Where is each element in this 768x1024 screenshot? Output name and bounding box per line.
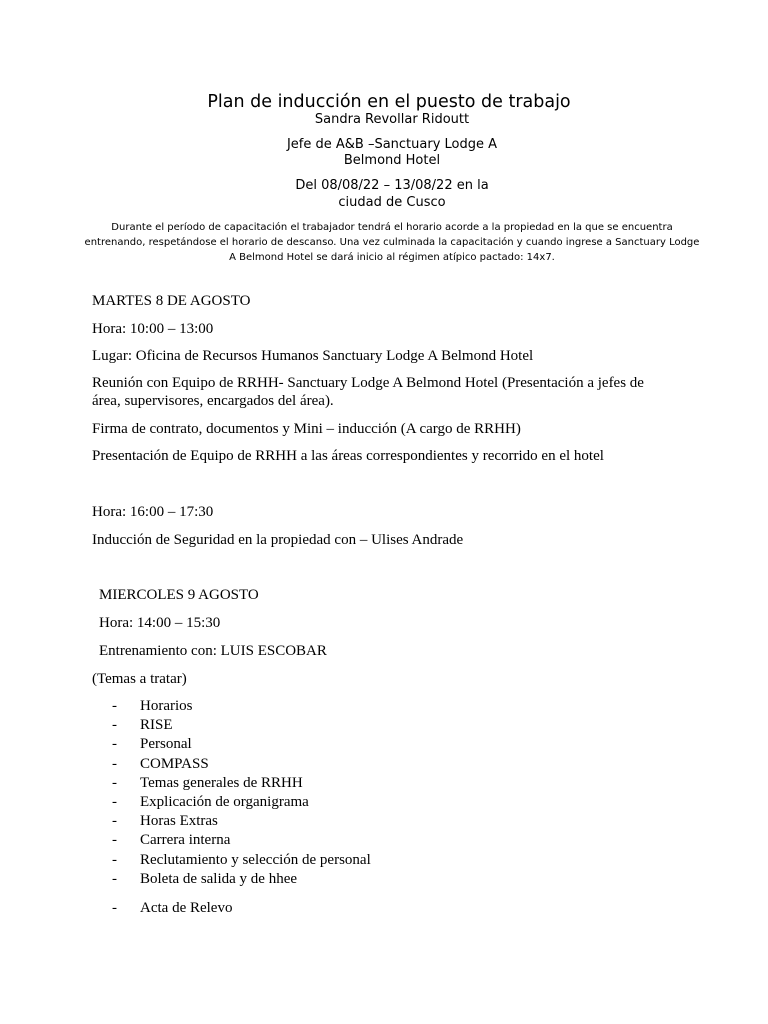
date-range-line-2: ciudad de Cusco (338, 195, 446, 210)
author-name: Sandra Revollar Ridoutt (314, 112, 470, 127)
list-item (112, 755, 371, 774)
list-item (112, 812, 371, 831)
list-item (112, 900, 232, 917)
list-item (112, 870, 371, 889)
tuesday-heading: MARTES 8 DE AGOSTO (92, 293, 251, 309)
list-item-label: Boleta de salida y de hhee (140, 870, 298, 887)
list-item (112, 716, 371, 735)
bullet-dash: - (112, 832, 117, 849)
list-item-label: Personal (140, 736, 192, 753)
bullet-dash: - (112, 736, 117, 753)
tuesday-time-1: Hora: 10:00 – 13:00 (92, 321, 214, 337)
bullet-dash: - (112, 774, 117, 791)
bullet-dash: - (112, 717, 117, 734)
list-item (112, 735, 371, 754)
list-item-label: COMPASS (140, 755, 209, 772)
tuesday-place: Lugar: Oficina de Recursos Humanos Sanctuary Lodge A Belmond Hotel (92, 348, 534, 364)
tuesday-meeting: Reunión con Equipo de RRHH- Sanctuary Lodge A Belmond Hotel (Presentación a jefes de área, supervisores, encargados del área). (92, 375, 644, 409)
bullet-dash: - (112, 755, 117, 772)
tuesday-contract: Firma de contrato, documentos y Mini – inducción (A cargo de RRHH) (92, 421, 521, 437)
author-role-line-1: Jefe de A&B –Sanctuary Lodge A (286, 137, 498, 152)
list-item (112, 774, 371, 793)
bullet-dash: - (112, 793, 117, 810)
list-item-label: Temas generales de RRHH (140, 774, 303, 791)
tuesday-presentation: Presentación de Equipo de RRHH a las áreas correspondientes y recorrido en el hotel (92, 448, 604, 464)
list-item-label: RISE (140, 717, 173, 734)
bullet-dash: - (112, 698, 117, 714)
topics-list (112, 697, 371, 889)
list-item-label: Carrera interna (140, 832, 231, 849)
list-item-label: Reclutamiento y selección de personal (140, 851, 371, 868)
list-item (112, 793, 371, 812)
document-title: Plan de inducción en el puesto de trabajo (207, 92, 571, 112)
intro-paragraph: Durante el período de capacitación el trabajador tendrá el horario acorde a la propiedad en la que se encuentra entrenando, respetándose el horario de descanso. Una vez culminada la capacitación y cuando ingrese a Sanctuary Lodge A Belmond Hotel se dará inicio al régimen atípico pactado: 14x7. (84, 222, 700, 263)
wednesday-time: Hora: 14:00 – 15:30 (99, 615, 221, 631)
list-item-label: Horas Extras (140, 813, 218, 830)
bullet-dash: - (112, 851, 117, 868)
bullet-dash: - (112, 813, 117, 830)
list-item (112, 831, 371, 850)
list-item (112, 697, 371, 716)
bullet-dash: - (112, 870, 117, 887)
bullet-dash: - (112, 900, 117, 916)
wednesday-trainer: Entrenamiento con: LUIS ESCOBAR (99, 643, 327, 659)
wednesday-heading: MIERCOLES 9 AGOSTO (99, 587, 259, 603)
list-item (112, 851, 371, 870)
author-role-line-2: Belmond Hotel (343, 153, 441, 168)
list-item-label: Horarios (140, 698, 193, 714)
date-range-line-1: Del 08/08/22 – 13/08/22 en la (295, 178, 489, 193)
topics-label: (Temas a tratar) (92, 671, 187, 687)
tuesday-time-2: Hora: 16:00 – 17:30 (92, 504, 214, 520)
tuesday-security: Inducción de Seguridad en la propiedad con – Ulises Andrade (92, 532, 464, 548)
list-item-label: Acta de Relevo (140, 900, 233, 916)
list-item-label: Explicación de organigrama (140, 793, 309, 810)
